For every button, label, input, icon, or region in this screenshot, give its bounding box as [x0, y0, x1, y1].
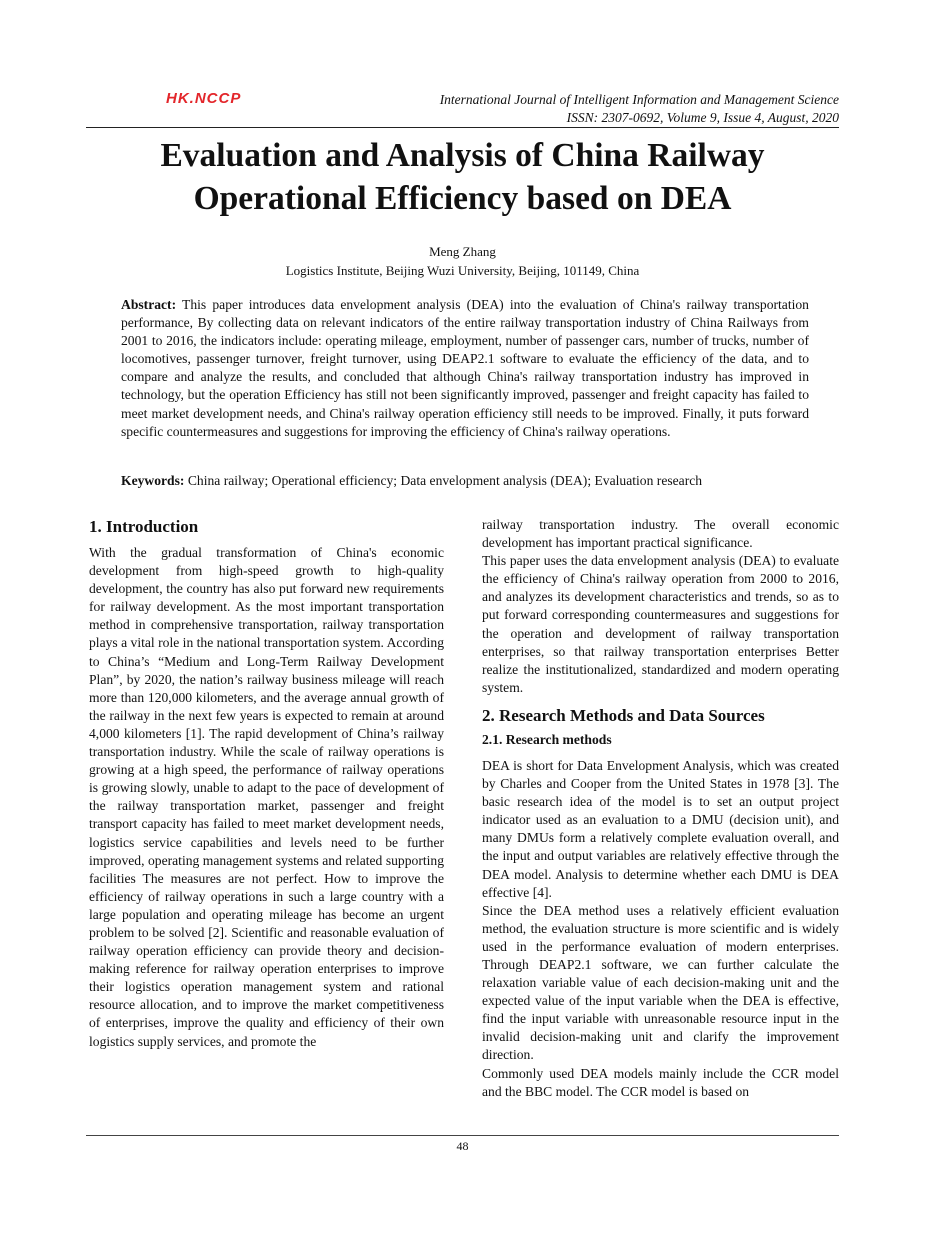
introduction-continuation: railway transportation industry. The overall economic development has important practical significance. [482, 517, 839, 551]
introduction-paragraph-2: This paper uses the data envelopment analysis (DEA) to evaluate the efficiency of China's railway operation from 2000 to 2016, and analyzes its development characteristics and trends, so as to put forward corresponding countermeasures and suggestions for the operation and development of railway transportation enterprises, so that railway transportation enterprises Better realize the institutionalized, standardized and modern operating system. [482, 553, 839, 695]
abstract-text: This paper introduces data envelopment analysis (DEA) into the evaluation of China's railway transportation performance, By collecting data on relevant indicators of the entire railway transportation industry of China Railways from 2001 to 2016, the indicators include: operating mileage, employment, number of passenger cars, number of trucks, number of locomotives, passenger turnover, freight turnover, using DEAP2.1 software to evaluate the efficiency of the data, and to compare and analyze the results, and concluded that although China's railway transportation industry has improved in technology, but the operation Efficiency has still not been significantly improved, passenger and freight capacity has failed to meet market development needs, and China's railway operation efficiency still needs to be improved. Finally, it puts forward specific countermeasures and suggestions for improving the efficiency of China's railway operations. [121, 297, 809, 439]
keywords-label: Keywords: [121, 473, 185, 488]
title-line-2: Operational Efficiency based on DEA [193, 180, 732, 217]
methods-paragraph-2: Since the DEA method uses a relatively efficient evaluation method, the evaluation structure is more scientific and is widely used in the performance evaluation of modern enterprises. Through DEAP2.1 software, we can further calculate the relaxation variable value of each decision-making unit and the expected value of the input variable when the DEA is effective, find the input variable with unreasonable resource input in the invalid decision-making unit and clarify the improvement direction. [482, 902, 839, 1063]
abstract-label: Abstract: [121, 297, 177, 312]
methods-paragraph-1: DEA is short for Data Envelopment Analysis, which was created by Charles and Cooper from the United States in 1978 [3]. The basic research idea of the model is to set an output project indicator used as an evaluation to a DMU (decision unit), and many DMUs form a relatively complete evaluation overall, and the input and output variables are relatively effective through the DEA model. Analysis to determine whether each DMU is DEA effective [4]. [482, 757, 839, 900]
section-heading-introduction: 1. Introduction [89, 517, 199, 536]
section-heading-methods: 2. Research Methods and Data Sources [482, 705, 765, 725]
keywords-text: China railway; Operational efficiency; Data envelopment analysis (DEA); Evaluation research [187, 473, 703, 488]
methods-paragraph-3: Commonly used DEA models mainly include the CCR model and the BBC model. The CCR model is based on [482, 1065, 839, 1099]
footer-divider [86, 1135, 839, 1136]
keywords [121, 472, 809, 490]
introduction-paragraph: With the gradual transformation of China's economic development from high-speed growth to high-quality development, the country has also put forward new requirements for railway development. As the most important transportation method in comprehensive transportation, railway transportation plays a vital role in the national transportation system. According to China’s “Medium and Long-Term Railway Development Plan”, by 2020, the nation’s railway business mileage will reach more than 120,000 kilometers, and the average annual growth of the railway in the next few years is expected to remain at around 4,000 kilometers [1]. The rapid development of China’s railway transportation industry. While the scale of railway operations is growing at a high speed, the performance of railway operations is growing slowly, unable to adapt to the pace of development of the railway transportation market, passenger and freight transport capacity has failed to meet market development needs, logistics service capabilities and levels need to be further improved, operating management systems and related supporting facilities The measures are not perfect. How to improve the efficiency of railway operations in such a large country with a large population and operating mileage has become an urgent problem to be solved [2]. Scientific and reasonable evaluation of railway operation efficiency can provide theory and decision-making reference for railway operation enterprises to improve their logistics operation management system and rational resource allocation, and to improve the market competitiveness of enterprises, improve the quality and efficiency of their own logistics supply services, and promote the [89, 545, 444, 1049]
page-number: 48 [456, 1139, 469, 1153]
title-line-1: Evaluation and Analysis of China Railway [160, 137, 765, 174]
subsection-heading-research-methods: 2.1. Research methods [482, 731, 612, 747]
abstract [121, 296, 809, 441]
right-column [482, 516, 839, 1101]
paper-title [86, 134, 839, 220]
header-divider [86, 127, 839, 128]
journal-issue: ISSN: 2307-0692, Volume 9, Issue 4, August, 2020 [566, 110, 839, 125]
left-column [89, 516, 444, 1051]
journal-header [440, 91, 839, 127]
publisher-logo: HK.NCCP [166, 90, 242, 107]
author-affiliation: Logistics Institute, Beijing Wuzi University, Beijing, 101149, China [285, 263, 640, 278]
journal-name: International Journal of Intelligent Information and Management Science [439, 92, 839, 107]
author-name: Meng Zhang [429, 244, 496, 259]
